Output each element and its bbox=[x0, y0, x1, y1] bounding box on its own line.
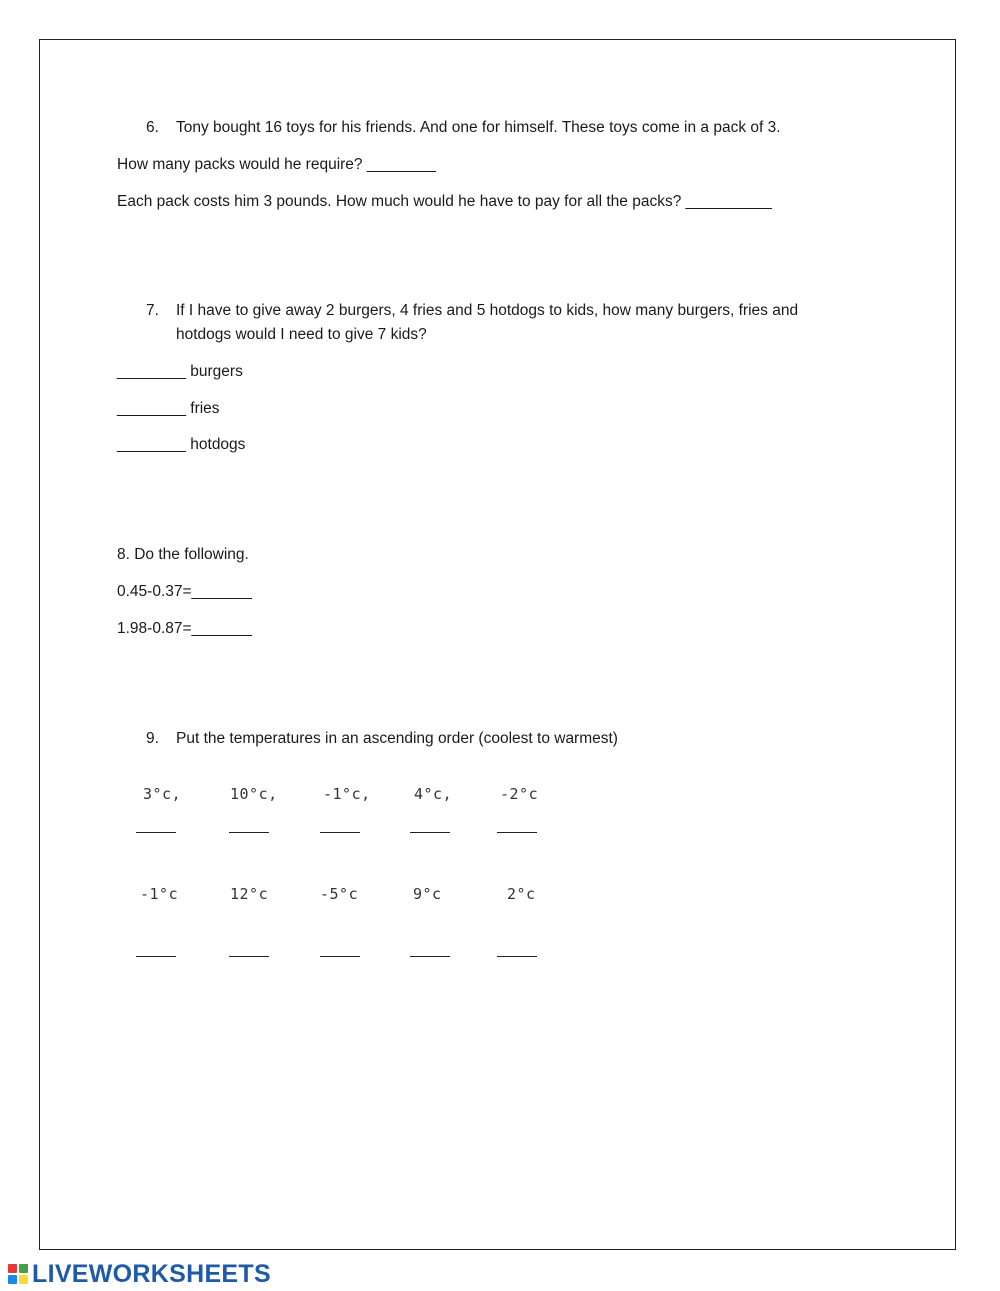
q9-row2-blank-3 bbox=[320, 956, 360, 957]
liveworksheets-blocks-icon bbox=[8, 1264, 28, 1284]
q7-answer-fries: ________ fries bbox=[117, 400, 220, 417]
q9-row1-temp-2: 10°c, bbox=[230, 785, 278, 803]
q9-row2-temp-1: -1°c bbox=[140, 885, 179, 903]
q9-row1-temp-3: -1°c, bbox=[323, 785, 371, 803]
q9-row1-blank-4 bbox=[410, 832, 450, 833]
q6-number: 6. bbox=[146, 119, 159, 136]
q9-row1-blank-3 bbox=[320, 832, 360, 833]
q9-row2-temp-2: 12°c bbox=[230, 885, 269, 903]
q8-title: 8. Do the following. bbox=[117, 546, 249, 563]
q7-answer-hotdogs: ________ hotdogs bbox=[117, 436, 246, 453]
q9-row1-temp-4: 4°c, bbox=[414, 785, 453, 803]
q9-row2-blank-4 bbox=[410, 956, 450, 957]
q7-number: 7. bbox=[146, 302, 159, 319]
q9-number: 9. bbox=[146, 730, 159, 747]
q9-question: Put the temperatures in an ascending order (coolest to warmest) bbox=[176, 730, 618, 747]
logo-text: LIVEWORKSHEETS bbox=[32, 1259, 271, 1288]
q9-row2-temp-4: 9°c bbox=[413, 885, 442, 903]
q9-row1-blank-5 bbox=[497, 832, 537, 833]
q9-row2-blank-1 bbox=[136, 956, 176, 957]
q9-row1-blank-2 bbox=[229, 832, 269, 833]
q9-row1-temp-5: -2°c bbox=[500, 785, 539, 803]
q7-answer-burgers: ________ burgers bbox=[117, 363, 243, 380]
q8-item-2: 1.98-0.87=_______ bbox=[117, 620, 252, 637]
q9-row2-blank-5 bbox=[497, 956, 537, 957]
q9-row2-blank-2 bbox=[229, 956, 269, 957]
liveworksheets-logo bbox=[8, 1260, 271, 1288]
q7-question-line2: hotdogs would I need to give 7 kids? bbox=[176, 326, 427, 343]
q6-cost-line: Each pack costs him 3 pounds. How much would he have to pay for all the packs? __________ bbox=[117, 193, 772, 210]
q9-row1-temp-1: 3°c, bbox=[143, 785, 182, 803]
q9-row1-blank-1 bbox=[136, 832, 176, 833]
q6-question: Tony bought 16 toys for his friends. And one for himself. These toys come in a pack of 3. bbox=[176, 119, 781, 136]
q6-packs-line: How many packs would he require? ________ bbox=[117, 156, 436, 173]
q9-row2-temp-3: -5°c bbox=[320, 885, 359, 903]
q8-item-1: 0.45-0.37=_______ bbox=[117, 583, 252, 600]
q9-row2-temp-5: 2°c bbox=[507, 885, 536, 903]
worksheet-frame bbox=[39, 39, 956, 1250]
q7-question-line1: If I have to give away 2 burgers, 4 fries and 5 hotdogs to kids, how many burgers, fries and bbox=[176, 302, 799, 319]
